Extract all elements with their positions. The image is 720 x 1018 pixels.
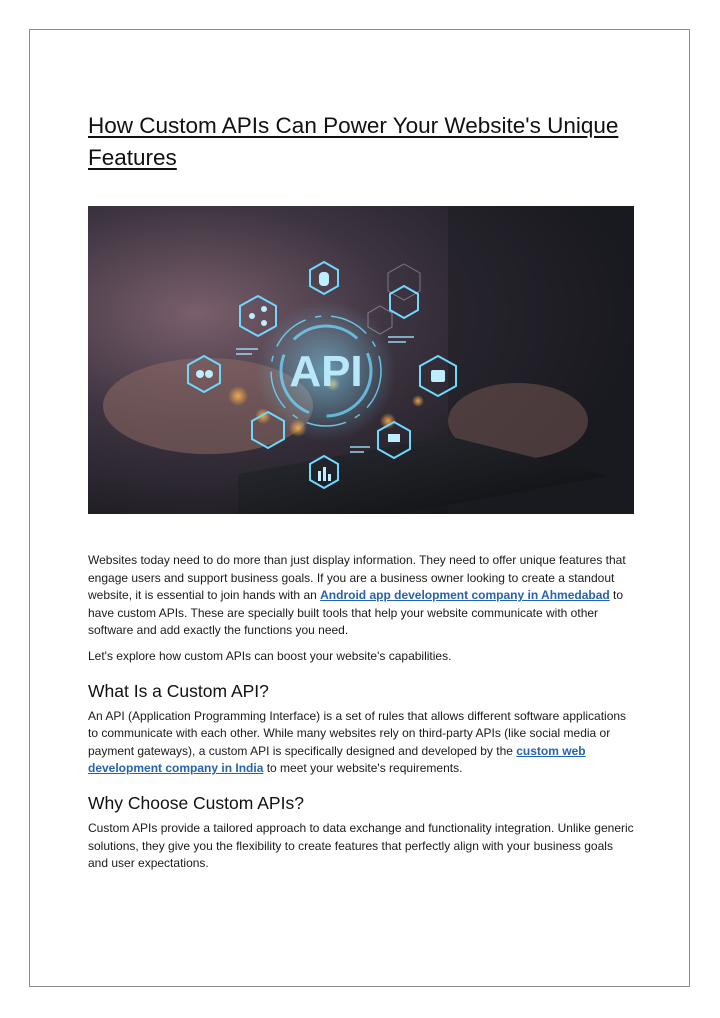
android-app-development-link[interactable]: Android app development company in Ahmedabad [320, 588, 610, 603]
hero-image [88, 206, 634, 514]
intro-text-end: to have custom APIs. These are specially built tools that help your website communicate with other software and add exactly the functions you need. [88, 588, 624, 638]
document-page [29, 29, 690, 987]
intro-paragraph [88, 552, 636, 640]
section-heading-what-is-custom-api: What Is a Custom API? [88, 680, 269, 701]
hero-api-label: API [289, 347, 363, 396]
section2-paragraph: Custom APIs provide a tailored approach to data exchange and functionality integration. Unlike generic solutions, they give you the flexibility to create features that perfectly align with your business goals and user expectations. [88, 820, 634, 871]
section1-paragraph [88, 708, 636, 778]
custom-web-development-link[interactable]: custom web development company in India [88, 743, 586, 776]
article-content [88, 110, 636, 873]
section1-text-end: to meet your website's requirements. [263, 761, 463, 776]
section-heading-why-choose-custom-apis: Why Choose Custom APIs? [88, 792, 304, 813]
article-title: How Custom APIs Can Power Your Website's Unique Features [88, 113, 619, 170]
section1-text-start: An API (Application Programming Interface) is a set of rules that allows different software applications to communicate with each other. While many websites rely on third-party APIs (like social media or payment gateways), a custom API is specifically designed and developed by the [88, 708, 627, 758]
intro-text-start: Websites today need to do more than just display information. They need to offer unique features that engage users and support business goals. If you are a business owner looking to create a standout website, it is essential to join hands with an [88, 553, 626, 603]
intro-paragraph-2: Let's explore how custom APIs can boost your website's capabilities. [88, 648, 452, 663]
